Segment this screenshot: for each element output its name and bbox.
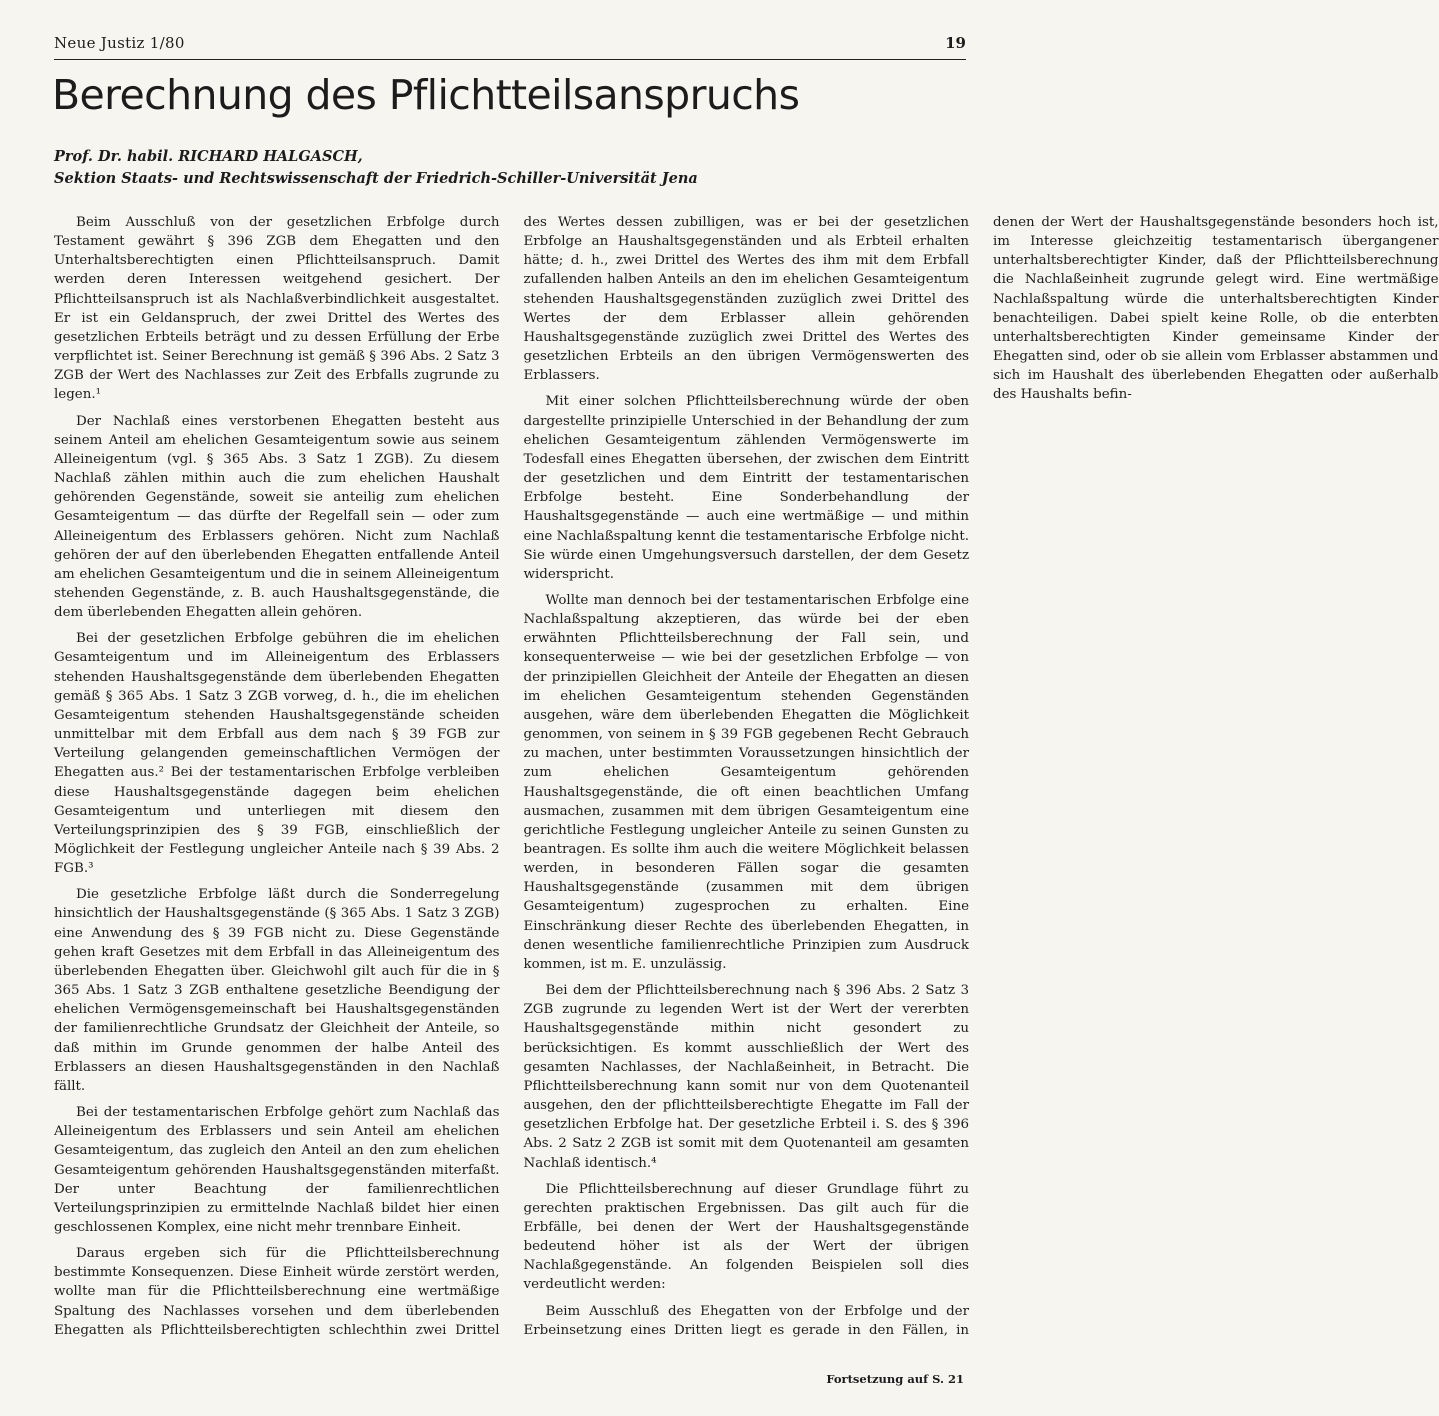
body-paragraph: Daraus ergeben sich für die Pflichtteilsberechnung bestimmte Konsequenzen. Diese Einheit würde zerstört werden, wollte man für die Pflichtteilsberechnung eine wertmäßige Spaltung des Nachlasses vorsehen und dem überlebenden Ehegatten als Pflichtteilsberechtigten schlechthin zwei Drittel des Wertes dessen zubilligen, was er bei der gesetzlichen Erbfolge an Haushaltsgegenständen und als Erbteil erhalten hätte; d. h., zwei Drittel des Wertes des ihm mit dem Erbfall zufallenden halben Anteils an den im ehelichen Gesamteigentum stehenden Haushaltsgegenständen zuzüglich zwei Drittel des Wertes der dem Erblasser allein gehörenden Haushaltsgegenstände zuzüglich zwei Drittel des Wertes des gesetzlichen Erbteils an den übrigen Vermögenswerten des Erblassers. bbox=[54, 215, 969, 1338]
body-paragraph: Bei der gesetzlichen Erbfolge gebühren die im ehelichen Gesamteigentum und im Alleineigentum des Erblassers stehenden Haushaltsgegenstände dem überlebenden Ehegatten gemäß § 365 Abs. 1 Satz 3 ZGB vorweg, d. h., die im ehelichen Gesamteigentum stehenden Haushaltsgegenstände scheiden unmittelbar mit dem Erbfall aus dem nach § 39 FGB zur Verteilung gelangenden gemeinschaftlichen Vermögen der Ehegatten aus.² Bei der testamentarischen Erbfolge verbleiben diese Haushaltsgegenstände dagegen beim ehelichen Gesamteigentum und unterliegen mit diesem den Verteilungsprinzipien des § 39 FGB, einschließlich der Möglichkeit der Festlegung ungleicher Anteile nach § 39 Abs. 2 FGB.³ bbox=[54, 631, 500, 877]
body-paragraph: Der Nachlaß eines verstorbenen Ehegatten besteht aus seinem Anteil am ehelichen Gesamteigentum sowie aus seinem Alleineigentum (vgl. § 365 Abs. 3 Satz 1 ZGB). Zu diesem Nachlaß zählen mithin auch die zum ehelichen Haushalt gehörenden Gegenstände, soweit sie anteilig zum ehelichen Gesamteigentum — das dürfte der Regelfall sein — oder zum Alleineigentum des Erblassers gehören. Nicht zum Nachlaß gehören der auf den überlebenden Ehegatten entfallende Anteil am ehelichen Gesamteigentum und die in seinem Alleineigentum stehenden Gegenstände, z. B. auch Haushaltsgegenstände, die dem überlebenden Ehegatten allein gehören. bbox=[54, 413, 500, 621]
running-header bbox=[54, 34, 966, 56]
body-paragraph: Beim Ausschluß von der gesetzlichen Erbfolge durch Testament gewährt § 396 ZGB dem Ehegatten und den Unterhaltsberechtigten einen Pflichtteilsanspruch. Damit werden deren Interessen weitgehend gesichert. Der Pflichtteilsanspruch ist als Nachlaßverbindlichkeit ausgestaltet. Er ist ein Geldanspruch, der zwei Drittel des Wertes des gesetzlichen Erbteils beträgt und zu dessen Erfüllung der Erbe verpflichtet ist. Seiner Berechnung ist gemäß § 396 Abs. 2 Satz 3 ZGB der Wert des Nachlasses zur Zeit des Erbfalls zugrunde zu legen.¹ bbox=[54, 215, 500, 403]
body-paragraph: Die Pflichtteilsberechnung auf dieser Grundlage führt zu gerechten praktischen Ergebnissen. Das gilt auch für die Erbfälle, bei denen der Wert der Haushaltsgegenstände bedeutend höher ist als der Wert der übrigen Nachlaßgegenstände. An folgenden Beispielen soll dies verdeutlicht werden: bbox=[523, 1181, 969, 1293]
author-block bbox=[54, 146, 964, 190]
page-number: 19 bbox=[945, 34, 966, 52]
continuation-note: Fortsetzung auf S. 21 bbox=[826, 1372, 964, 1386]
journal-issue: Neue Justiz 1/80 bbox=[54, 34, 185, 52]
author-name: Prof. Dr. habil. RICHARD HALGASCH, bbox=[54, 148, 363, 165]
article-title: Berechnung des Pflichtteilsanspruchs bbox=[52, 71, 800, 119]
header-rule bbox=[54, 59, 966, 60]
body-paragraph: Beim Ausschluß des Ehegatten von der Erbfolge und der Erbeinsetzung eines Dritten liegt es gerade in den Fällen, in denen der Wert der Haushaltsgegenstände besonders hoch ist, im Interesse gleichzeitig testamentarisch übergangener unterhaltsberechtigter Kinder, daß der Pflichtteilsberechnung die Nachlaßeinheit zugrunde gelegt wird. Eine wertmäßige Nachlaßspaltung würde die unterhaltsberechtigten Kinder benachteiligen. Dabei spielt keine Rolle, ob die enterbten unterhaltsberechtigten Kinder gemeinsame Kinder der Ehegatten sind, oder ob sie allein vom Erblasser abstammen und sich im Haushalt des überlebenden Ehegatten oder außerhalb des Haushalts befin- bbox=[523, 215, 1439, 1338]
author-affiliation: Sektion Staats- und Rechtswissenschaft der Friedrich-Schiller-Universität Jena bbox=[54, 170, 698, 187]
article-body bbox=[54, 213, 1439, 1358]
body-paragraph: Bei der testamentarischen Erbfolge gehört zum Nachlaß das Alleineigentum des Erblassers und sein Anteil am ehelichen Gesamteigentum, das zugleich den Anteil an den zum ehelichen Gesamteigentum gehörenden Haushaltsgegenständen miterfaßt. Der unter Beachtung der familienrechtlichen Verteilungsprinzipien zu ermittelnde Nachlaß bildet hier einen geschlossenen Komplex, eine nicht mehr trennbare Einheit. bbox=[54, 1105, 500, 1235]
body-paragraph: Die gesetzliche Erbfolge läßt durch die Sonderregelung hinsichtlich der Haushaltsgegenstände (§ 365 Abs. 1 Satz 3 ZGB) eine Anwendung des § 39 FGB nicht zu. Diese Gegenstände gehen kraft Gesetzes mit dem Erbfall in das Alleineigentum des überlebenden Ehegatten über. Gleichwohl gilt auch für die in § 365 Abs. 1 Satz 3 ZGB enthaltene gesetzliche Beendigung der ehelichen Vermögensgemeinschaft bei Haushaltsgegenständen der familienrechtliche Grundsatz der Gleichheit der Anteile, so daß mithin im Grunde genommen der halbe Anteil des Erblassers an diesen Haushaltsgegenständen in den Nachlaß fällt. bbox=[54, 887, 500, 1094]
body-paragraph: Wollte man dennoch bei der testamentarischen Erbfolge eine Nachlaßspaltung akzeptieren, das würde bei der eben erwähnten Pflichtteilsberechnung der Fall sein, und konsequenterweise — wie bei der gesetzlichen Erbfolge — von der prinzipiellen Gleichheit der Anteile der Ehegatten an diesen im ehelichen Gesamteigentum stehenden Gegenständen ausgehen, wäre dem überlebenden Ehegatten die Möglichkeit genommen, von seinem in § 39 FGB gegebenen Recht Gebrauch zu machen, unter bestimmten Voraussetzungen hinsichtlich der zum ehelichen Gesamteigentum gehörenden Haushaltsgegenstände, die oft einen beachtlichen Umfang ausmachen, zusammen mit dem übrigen Gesamteigentum eine gerichtliche Festlegung ungleicher Anteile zu seinen Gunsten zu beantragen. Es sollte ihm auch die weitere Möglichkeit belassen werden, in besonderen Fällen sogar die gesamten Haushaltsgegenstände (zusammen mit dem übrigen Gesamteigentum) zugesprochen zu erhalten. Eine Einschränkung dieser Rechte des überlebenden Ehegatten, in denen wesentliche familienrechtliche Prinzipien zum Ausdruck kommen, ist m. E. unzulässig. bbox=[523, 592, 969, 972]
body-paragraph: Bei dem der Pflichtteilsberechnung nach § 396 Abs. 2 Satz 3 ZGB zugrunde zu legenden Wert ist der Wert der vererbten Haushaltsgegenstände mithin nicht gesondert zu berücksichtigen. Es kommt ausschließlich der Wert des gesamten Nachlasses, der Nachlaßeinheit, in Betracht. Die Pflichtteilsberechnung kann somit nur von dem Quotenanteil ausgehen, den der pflichtteilsberechtigte Ehegatte im Fall der gesetzlichen Erbfolge hat. Der gesetzliche Erbteil i. S. des § 396 Abs. 2 Satz 2 ZGB ist somit mit dem Quotenanteil am gesamten Nachlaß identisch.⁴ bbox=[523, 983, 969, 1171]
body-paragraph: Mit einer solchen Pflichtteilsberechnung würde der oben dargestellte prinzipielle Unterschied in der Behandlung der zum ehelichen Gesamteigentum zählenden Vermögenswerte im Todesfall eines Ehegatten übersehen, der zwischen dem Eintritt der gesetzlichen und dem Eintritt der testamentarischen Erbfolge besteht. Eine Sonderbehandlung der Haushaltsgegenstände — auch eine wertmäßige — und mithin eine Nachlaßspaltung kennt die testamentarische Erbfolge nicht. Sie würde einen Umgehungsversuch darstellen, der dem Gesetz widerspricht. bbox=[523, 394, 969, 582]
